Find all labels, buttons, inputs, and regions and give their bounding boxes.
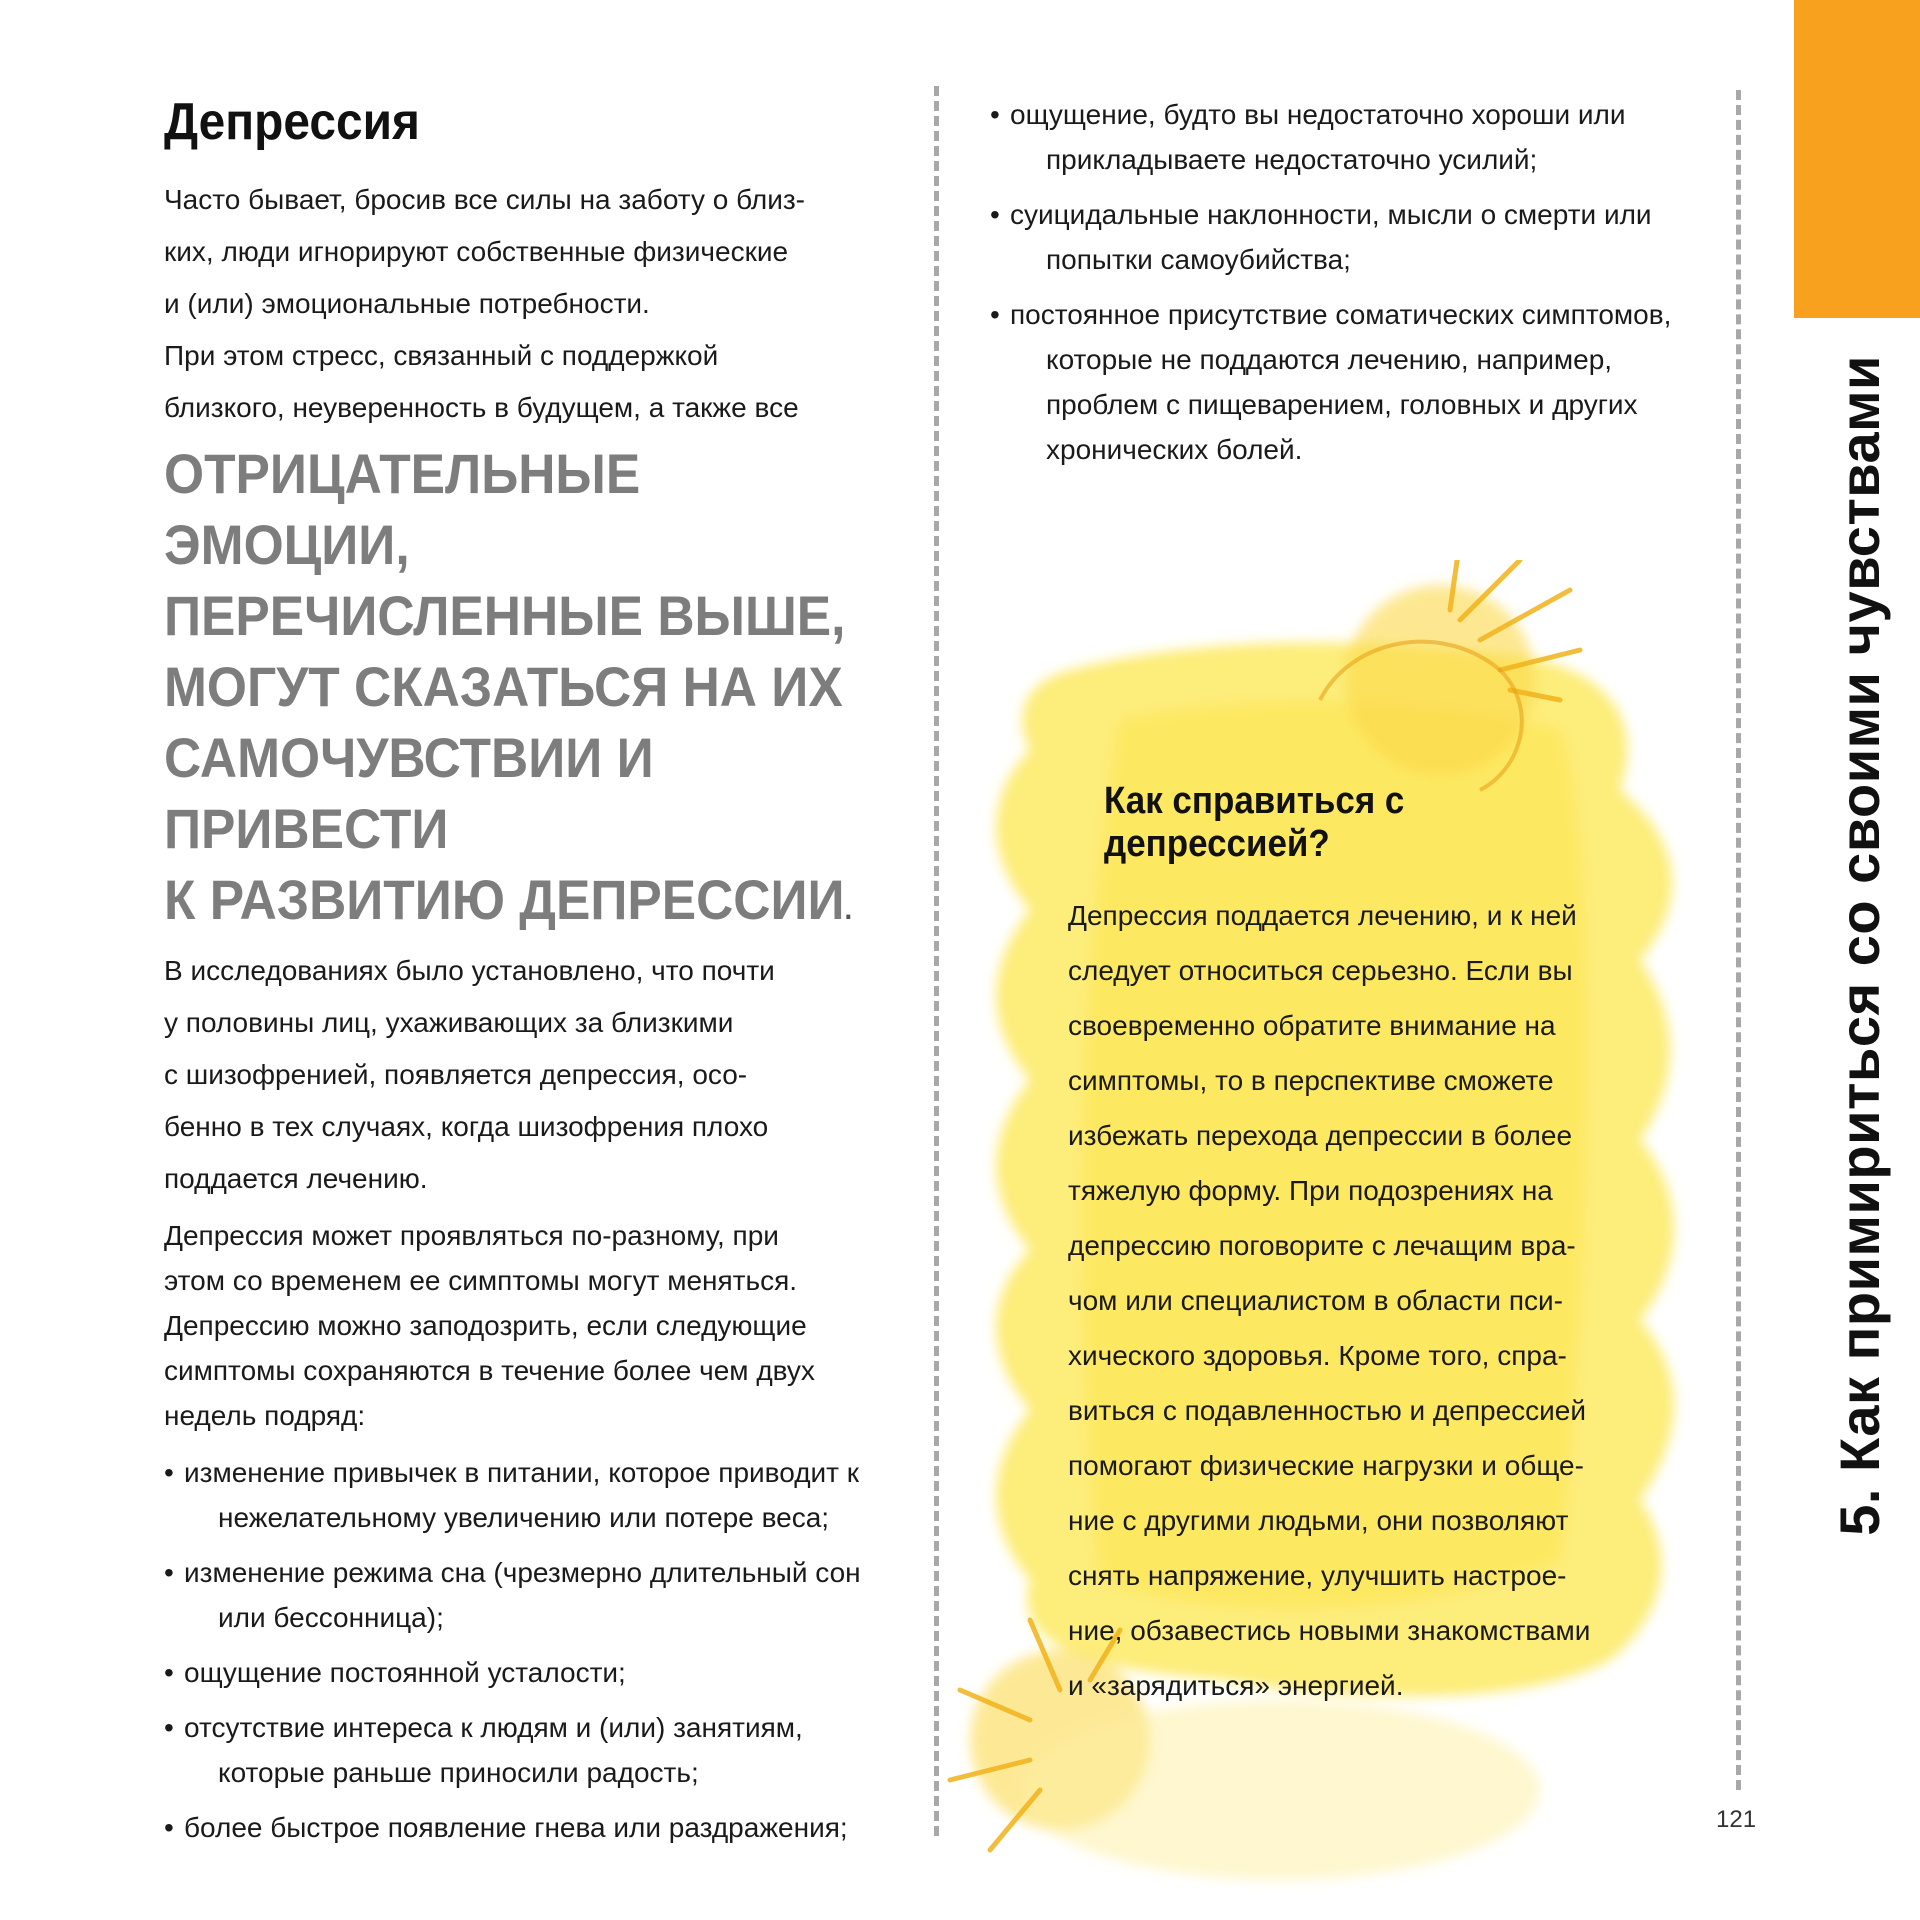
list-item: • отсутствие интереса к людям и (или) занятиям, которые раньше приносили радость;: [164, 1712, 803, 1788]
research-paragraph: В исследованиях было установлено, что почти у половины лиц, ухаживающих за близкими с шизофренией, появляется депрессия, осо- бенно в тех случаях, когда шизофрения плохо поддается лечению.: [164, 955, 775, 1194]
symptoms-paragraph: Депрессия может проявляться по-разному, при этом со временем ее симптомы могут меняться. Депрессию можно заподозрить, если следующие симптомы сохраняются в течение более чем двух недель подряд:: [164, 1220, 815, 1431]
symptom-list-left: [164, 1450, 884, 1850]
section-heading: Депрессия: [164, 93, 420, 151]
coping-box-text: Депрессия поддается лечению, и к ней следует относиться серьезно. Если вы своевременно обратите внимание на симптомы, то в перспективе сможете избежать перехода депрессии в более тяжелую форму. При подозрениях на депрессию поговорите с лечащим вра- чом или специалистом в области пси- хического здоровья. Кроме того, спра- виться с подавленностью и депрессией помогают физические нагрузки и обще- ние с другими людьми, они позволяют снять напряжение, улучшить настрое- ние, обзавестись новыми знакомствами и «зарядиться» энергией.: [1068, 900, 1591, 1701]
list-item: • более быстрое появление гнева или раздражения;: [164, 1812, 848, 1843]
list-item: • ощущение, будто вы недостаточно хороши или прикладываете недостаточно усилий;: [990, 99, 1626, 175]
page-number: 121: [1716, 1806, 1757, 1833]
coping-box-title: Как справиться с депрессией?: [1104, 780, 1405, 865]
left-column: [164, 92, 884, 1860]
list-item: • постоянное присутствие соматических симптомов, которые не поддаются лечению, например, проблем с пищеварением, головных и других хронических болей.: [990, 299, 1672, 465]
list-item: • изменение привычек в питании, которое приводит к нежелательному увеличению или потере веса;: [164, 1457, 860, 1533]
chapter-title-vertical: 5. Как примириться со своими чувствами: [1827, 354, 1891, 1536]
symptom-list-right: [990, 92, 1730, 472]
list-item: • суицидальные наклонности, мысли о смерти или попытки самоубийства;: [990, 199, 1652, 275]
list-item: • ощущение постоянной усталости;: [164, 1657, 626, 1688]
list-item: • изменение режима сна (чрезмерно длительный сон или бессонница);: [164, 1557, 861, 1633]
chapter-tab: [1794, 0, 1920, 318]
right-column-list: [990, 80, 1730, 482]
coping-box: [1068, 780, 1668, 1713]
highlight-callout: ОТРИЦАТЕЛЬНЫЕ ЭМОЦИИ, ПЕРЕЧИСЛЕННЫЕ ВЫШЕ, МОГУТ СКАЗАТЬСЯ НА ИХ САМОЧУВСТВИИ И ПРИВЕСТИ К РАЗВИТИЮ ДЕПРЕССИИ.: [164, 442, 853, 931]
intro-paragraph: Часто бывает, бросив все силы на заботу о близ- ких, люди игнорируют собственные физические и (или) эмоциональные потребности. При этом стресс, связанный с поддержкой близкого, неуверенность в будущем, а также все: [164, 184, 805, 423]
